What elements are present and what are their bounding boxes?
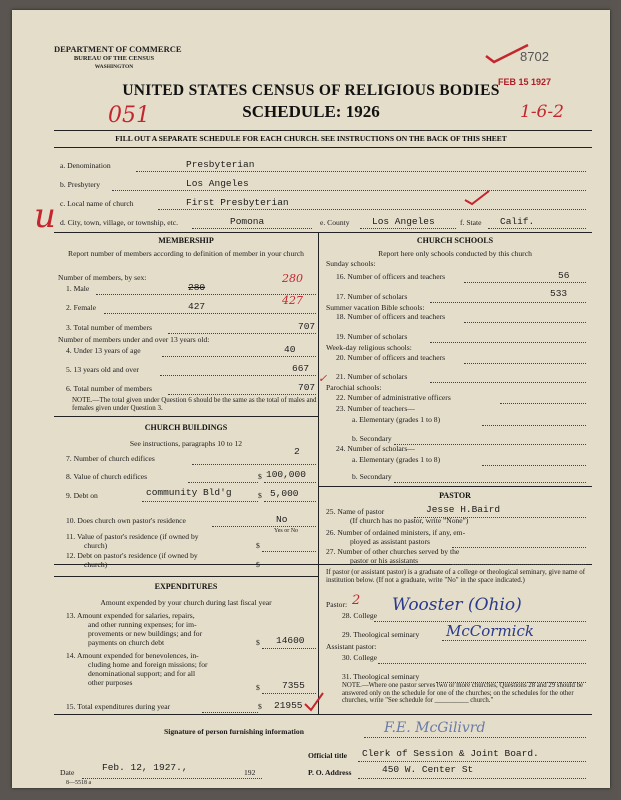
- check-mark-icon: ✓: [318, 372, 328, 385]
- weekday-schools-label: Week-day religious schools:: [326, 343, 412, 352]
- assistant-seminary-label: 31. Theological seminary: [342, 672, 420, 681]
- denomination-value: Presbyterian: [186, 159, 255, 170]
- state-label: f. State: [460, 218, 482, 227]
- handwritten-mark: u: [34, 196, 56, 236]
- instruction-line: FILL OUT A SEPARATE SCHEDULE FOR EACH CHURCH. SEE INSTRUCTIONS ON THE BACK OF THIS SHEET: [115, 134, 507, 143]
- signature-label: Signature of person furnishing information: [164, 727, 304, 736]
- schedule-title: SCHEDULE: 1926: [242, 102, 380, 121]
- signature-value: F.E. McGilivrd: [384, 720, 486, 736]
- denomination-label: a. Denomination: [60, 161, 111, 170]
- female-label: 2. Female: [66, 303, 96, 312]
- edifices-count-label: 7. Number of church edifices: [66, 454, 155, 463]
- male-typed-value: 280: [188, 282, 206, 293]
- parochial-schools-label: Parochial schools:: [326, 383, 382, 392]
- scholars-secondary-label: b. Secondary: [352, 472, 392, 481]
- pastor-subheading: Pastor:: [326, 600, 348, 609]
- summer-scholars-label: 19. Number of scholars: [336, 332, 408, 341]
- sunday-scholars-value: 533: [550, 288, 568, 299]
- debt-label: 9. Debt on: [66, 491, 98, 500]
- male-label: 1. Male: [66, 284, 90, 293]
- salaries-value: 14600: [276, 635, 305, 646]
- address-value: 450 W. Center St: [382, 764, 474, 775]
- county-label: e. County: [320, 218, 350, 227]
- official-title-label: Official title: [308, 751, 348, 760]
- check-mark-icon: [462, 188, 492, 206]
- pastor-college-value: Wooster (Ohio): [392, 595, 522, 615]
- form-number: 8702: [520, 49, 549, 64]
- presbytery-label: b. Presbytery: [60, 180, 101, 189]
- church-name-value: First Presbyterian: [186, 197, 289, 208]
- teachers-label: 23. Number of teachers—: [336, 404, 415, 413]
- sunday-scholars-label: 17. Number of scholars: [336, 292, 408, 301]
- edifices-value-label: 8. Value of church edifices: [66, 472, 148, 481]
- salaries-label: 13. Amount expended for salaries, repairs,: [66, 611, 195, 620]
- under-13-value: 40: [284, 344, 296, 355]
- membership-instruction: Report number of members according to definition of member in your church: [68, 249, 304, 258]
- parsonage-label: 10. Does church own pastor's residence: [66, 516, 186, 525]
- census-form: DEPARTMENT OF COMMERCE BUREAU OF THE CENSUS WASHINGTON 8702 FEB 15 1927 UNITED STATES CENSUS OF RELIGIOUS BODIES SCHEDULE: 1926 051 1-6-2 FILL OUT A SEPARATE SCHEDULE FOR EACH CHURCH. SEE INSTRUCTIONS ON THE BACK OF THIS SHEET a. Denomination Presbyterian b. Presbytery Los Angeles c. Local name of church First Presbyterian d. City, town, village, or township, etc. Pomona e. County Los Angeles f. State Calif. u MEMBERSHIP Report number of members according to definition of member in your church Number of members, by sex: 1. Male 280 280 2. Female 427 427 3. Total number of members 707 Number of members under and over 13 years old: 4. Under 13 years of age 40 5. 13 years old and over 667 6. Total number of members 707 ✓ NOTE.—The total given under Question 6 should be the same as the total of males and females given under Question 3. CHURCH BUILDINGS See instructions, paragraphs 10 to 12 7. Number of church edifices 2 8. Value of church edifices $ 100,000 9. Debt on community Bld'g $ 5,000 10. Does church own pastor's residence No Yes or No 11. Value of pastor's residence (if owned by church) $ 12. Debt on pastor's residence (if owned by church) $ CHURCH SCHOOLS Report here only schools conducted by this church Sunday schools: 16. Number of officers and teachers 56 17. Number of scholars 533 Summer vacation Bible schools: 18. Number of officers and teachers 19. Number of scholars Week-day religious schools: 20. Number of officers and teachers 21. Number of scholars Parochial schools: 22. Number of administrative officers 23. Number of teachers— a. Elementary (grades 1 to 8) b. Secondary 24. Number of scholars— a. Elementary (grades 1 to 8) b. Secondary PASTOR 25. Name of pastor Jesse H.Baird (If church has no pastor, write "None") 26. Number of ordained ministers, if any, em- ployed as assistant pastors 27. Number of other churches served by the pastor or his assistants EXPENDITURES Amount expended by your church during last fiscal year 13. Amount expended for salaries, repairs, and other running expenses; for im- provements or new buildings; and for payments on church debt $ 14600 14. Amount expended for benevolences, in- cluding home and foreign missions; for denominational support; and for all other purposes $ 7355 15. Total expenditures during year $ 21955 If pastor (or assistant pastor) is a graduate of a college or theological seminary, give name of institution below. (If not a graduate, write "No" in the space indicated.) Pastor: 28. College Wooster (Ohio) 2 29. Theological seminary McCormick Assistant pastor: 30. College 31. Theological seminary NOTE.—Where one pastor serves two or more churches, Questions 28 and 29 should be answered only on the schedule for one of the churches; on the schedules for the other churches, write "See schedule for __________ church." Signature of person furnishing information F.E. McGilivrd Official title Clerk of Session & Joint Board. Date Feb. 12, 1927., 192 P. O. Address 450 W. Center St 8—5518 a: [12, 10, 610, 788]
- handwritten-code: 051: [108, 103, 150, 128]
- date-value: Feb. 12, 1927.,: [102, 762, 188, 773]
- address-label: P. O. Address: [308, 768, 352, 777]
- sunday-officers-label: 16. Number of officers and teachers: [336, 272, 446, 281]
- pastor-name-value: Jesse H.Baird: [426, 504, 501, 515]
- sunday-schools-label: Sunday schools:: [326, 259, 376, 268]
- buildings-heading: CHURCH BUILDINGS: [144, 423, 228, 432]
- form-code: 8—5518 a: [66, 780, 92, 786]
- membership-note: NOTE.—The total given under Question 6 should be the same as the total of males and females given under Question 3.: [72, 396, 317, 413]
- other-churches-label: 27. Number of other churches served by the: [326, 547, 460, 556]
- pastor-seminary-value: McCormick: [446, 622, 534, 640]
- under-13-label: 4. Under 13 years of age: [66, 346, 141, 355]
- buildings-instruction: See instructions, paragraphs 10 to 12: [129, 439, 243, 448]
- handwritten-reference: 1-6-2: [520, 102, 564, 122]
- debt-value: 5,000: [270, 488, 299, 499]
- church-name-label: c. Local name of church: [60, 199, 134, 208]
- pastor-name-label: 25. Name of pastor: [326, 507, 385, 516]
- check-mark-icon: [302, 690, 326, 714]
- age-group-label: Number of members under and over 13 years old:: [58, 335, 210, 344]
- sunday-officers-value: 56: [558, 270, 570, 281]
- pastor-name-hint: (If church has no pastor, write "None"): [350, 516, 469, 525]
- form-title: UNITED STATES CENSUS OF RELIGIOUS BODIES: [122, 82, 500, 99]
- city-label: d. City, town, village, or township, etc.: [60, 218, 179, 227]
- ordained-ministers-label: 26. Number of ordained ministers, if any, em-: [326, 528, 466, 537]
- female-typed-value: 427: [188, 301, 206, 312]
- benevolences-label: 14. Amount expended for benevolences, in-: [66, 651, 199, 660]
- pastor-college-label: 28. College: [342, 611, 378, 620]
- over-13-value: 667: [292, 363, 310, 374]
- membership-heading: MEMBERSHIP: [158, 236, 214, 245]
- assistant-pastor-subheading: Assistant pastor:: [326, 642, 377, 651]
- total-expenditures-label: 15. Total expenditures during year: [66, 702, 171, 711]
- yes-or-no-hint: Yes or No: [274, 528, 299, 534]
- pastor-heading: PASTOR: [439, 491, 471, 500]
- summer-schools-label: Summer vacation Bible schools:: [326, 303, 425, 312]
- city-value: Pomona: [230, 216, 265, 227]
- weekday-officers-label: 20. Number of officers and teachers: [336, 353, 446, 362]
- received-date-stamp: FEB 15 1927: [498, 77, 552, 87]
- edifices-value: 100,000: [266, 469, 306, 480]
- pastor-seminary-label: 29. Theological seminary: [342, 630, 420, 639]
- total-expenditures-value: 21955: [274, 700, 303, 711]
- summer-officers-label: 18. Number of officers and teachers: [336, 312, 446, 321]
- benevolences-value: 7355: [282, 680, 305, 691]
- date-year-prefix: 192: [244, 768, 256, 777]
- county-value: Los Angeles: [372, 216, 435, 227]
- teachers-secondary-label: b. Secondary: [352, 434, 392, 443]
- date-label: Date: [60, 768, 75, 777]
- handwritten-code-2: 2: [352, 593, 361, 608]
- state-value: Calif.: [500, 216, 535, 227]
- check-mark-icon: [482, 42, 532, 66]
- residence-debt-label: 12. Debt on pastor's residence (if owned by: [66, 551, 198, 560]
- over-13-label: 5. 13 years old and over: [66, 365, 139, 374]
- education-instruction: If pastor (or assistant pastor) is a graduate of a college or theological seminary, give name of institution below. (If not a graduate, write "No" in the space indicated.): [326, 568, 586, 585]
- pastor-residence-value-label: 11. Value of pastor's residence (if owned by: [66, 532, 199, 541]
- department-heading: DEPARTMENT OF COMMERCE BUREAU OF THE CENSUS WASHINGTON: [54, 44, 182, 70]
- official-title-value: Clerk of Session & Joint Board.: [362, 748, 539, 759]
- weekday-scholars-label: 21. Number of scholars: [336, 372, 408, 381]
- members-by-sex-label: Number of members, by sex:: [58, 273, 147, 282]
- administrative-officers-label: 22. Number of administrative officers: [336, 393, 451, 402]
- schools-heading: CHURCH SCHOOLS: [416, 236, 494, 245]
- total-members-label: 3. Total number of members: [66, 323, 153, 332]
- total-members-2-label: 6. Total number of members: [66, 384, 153, 393]
- teachers-elementary-label: a. Elementary (grades 1 to 8): [352, 415, 441, 424]
- assistant-college-label: 30. College: [342, 653, 378, 662]
- total-members-value: 707: [298, 321, 316, 332]
- debt-note-value: community Bld'g: [146, 487, 232, 498]
- total-members-2-value: 707: [298, 382, 316, 393]
- male-corrected-value: 280: [282, 272, 303, 285]
- female-corrected-value: 427: [282, 294, 303, 307]
- edifices-count-value: 2: [294, 446, 300, 457]
- schools-instruction: Report here only schools conducted by this church: [378, 249, 532, 258]
- presbytery-value: Los Angeles: [186, 178, 249, 189]
- parsonage-value: No: [276, 514, 288, 525]
- expenditures-instruction: Amount expended by your church during last fiscal year: [100, 598, 272, 607]
- scholars-elementary-label: a. Elementary (grades 1 to 8): [352, 455, 441, 464]
- parochial-scholars-label: 24. Number of scholars—: [336, 444, 415, 453]
- education-note: NOTE.—Where one pastor serves two or more churches, Questions 28 and 29 should be answered only on the schedule for one of the churches; on the schedules for the other churches, write "See schedule for __________ church.": [342, 682, 584, 704]
- expenditures-heading: EXPENDITURES: [154, 582, 218, 591]
